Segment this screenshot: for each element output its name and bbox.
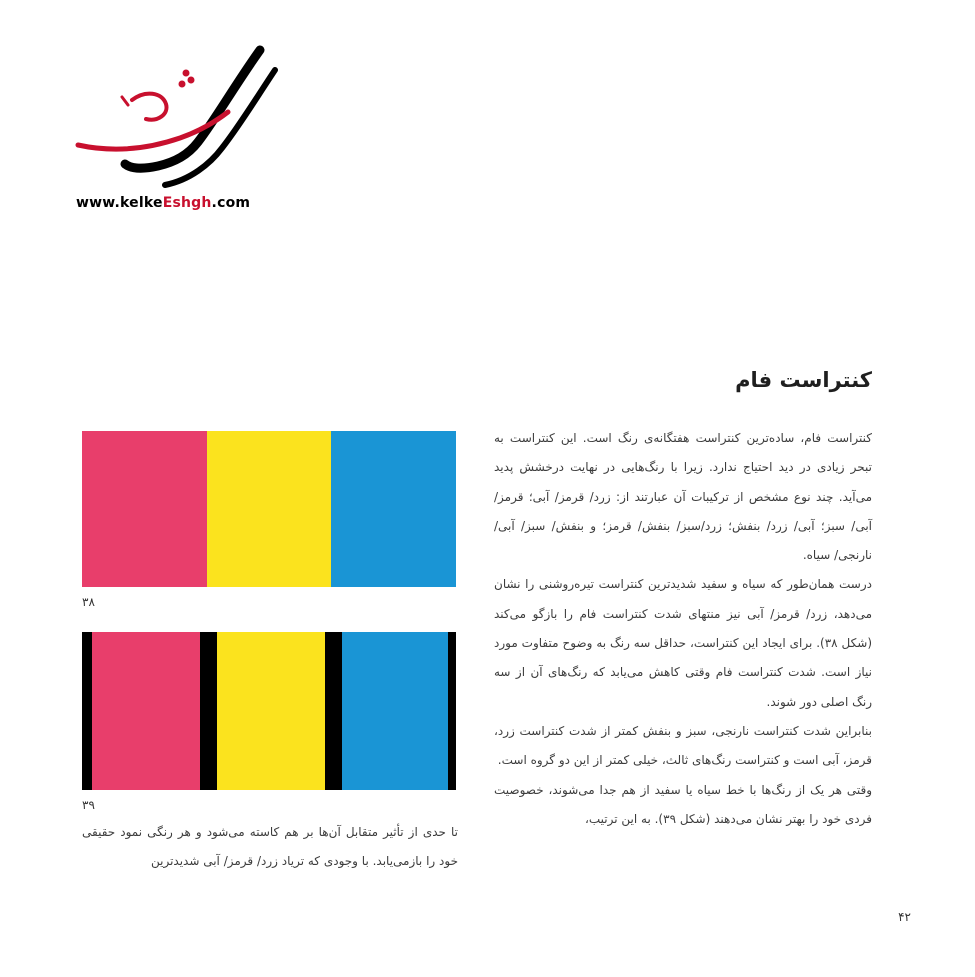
swatch-blue — [331, 431, 456, 587]
logo-url[interactable] — [76, 195, 250, 211]
body-text-column — [494, 424, 872, 834]
left-column-text: تا حدی از تأثیر متقابل آن‌ها بر هم کاسته می‌شود و هر رنگی نمود حقیقی خود را بازمی‌یابد. با وجودی که ترياد زرد/ قرمز/ آبی شدیدترین — [82, 825, 458, 868]
url-highlight: Eshgh — [162, 195, 212, 211]
paragraph: درست همان‌طور که سیاه و سفید شدیدترین کنتراست تیره‌روشنی را نشان می‌دهد، زرد/ قرمز/ آبی نیز منتهای شدت کنتراست فام را بازگو می‌کند (شکل ۳۸). برای ایجاد این کنتراست، حداقل سه رنگ به وضوح متفاوت مورد نیاز است. شدت کنتراست فام وقتی کاهش می‌یابد که رنگ‌های آن از سه رنگ اصلی دور شوند. — [494, 577, 872, 709]
figure-38-swatches — [82, 431, 456, 587]
swatch-yellow — [207, 431, 331, 587]
swatch-blue — [342, 632, 448, 790]
swatch-black-divider — [325, 632, 342, 790]
swatch-black-divider — [448, 632, 456, 790]
swatch-black-divider — [82, 632, 92, 790]
paragraph: بنابراین شدت کنتراست نارنجی، سبز و بنفش کمتر از شدت کنتراست زرد، قرمز، آبی است و کنتراست رنگ‌های ثالث، خیلی کمتر از این دو گروه است. — [494, 723, 872, 768]
figure-38-number: ۳۸ — [82, 595, 95, 609]
swatch-black-divider — [200, 632, 217, 790]
page-heading: کنتراست فام — [735, 368, 872, 392]
calligraphy-logo-icon — [70, 40, 285, 190]
figure-39-swatches — [82, 632, 456, 790]
page-number: ۴۲ — [898, 910, 911, 924]
paragraph: وقتی هر یک از رنگ‌ها با خط سیاه یا سفید از هم جدا می‌شوند، خصوصیت فردی خود را بهتر نشان می‌دهند (شکل ۳۹). به این ترتیب، — [494, 782, 872, 826]
swatch-red — [82, 431, 207, 587]
swatch-red — [92, 632, 200, 790]
paragraph: کنتراست فام، ساده‌ترین کنتراست هفتگانه‌ی رنگ است. این کنتراست به تبحر زیادی در دید احتیاج ندارد. زیرا با رنگ‌هایی در نهایت درخشش پدید می‌آید. چند نوع مشخص از ترکیبات آن عبارتند از: زرد/ قرمز/ آبی؛ قرمز/ آبی/ سبز؛ آبی/ زرد/ بنفش؛ زرد/سبز/ بنفش/ قرمز؛ و بنفش/ سبز/ آبی/ نارنجی/ سیاه. — [494, 431, 872, 563]
url-suffix: .com — [211, 195, 251, 211]
figure-39-number: ۳۹ — [82, 798, 95, 812]
site-logo[interactable] — [70, 40, 285, 220]
url-prefix: www.kelke — [76, 195, 163, 211]
swatch-yellow — [217, 632, 325, 790]
